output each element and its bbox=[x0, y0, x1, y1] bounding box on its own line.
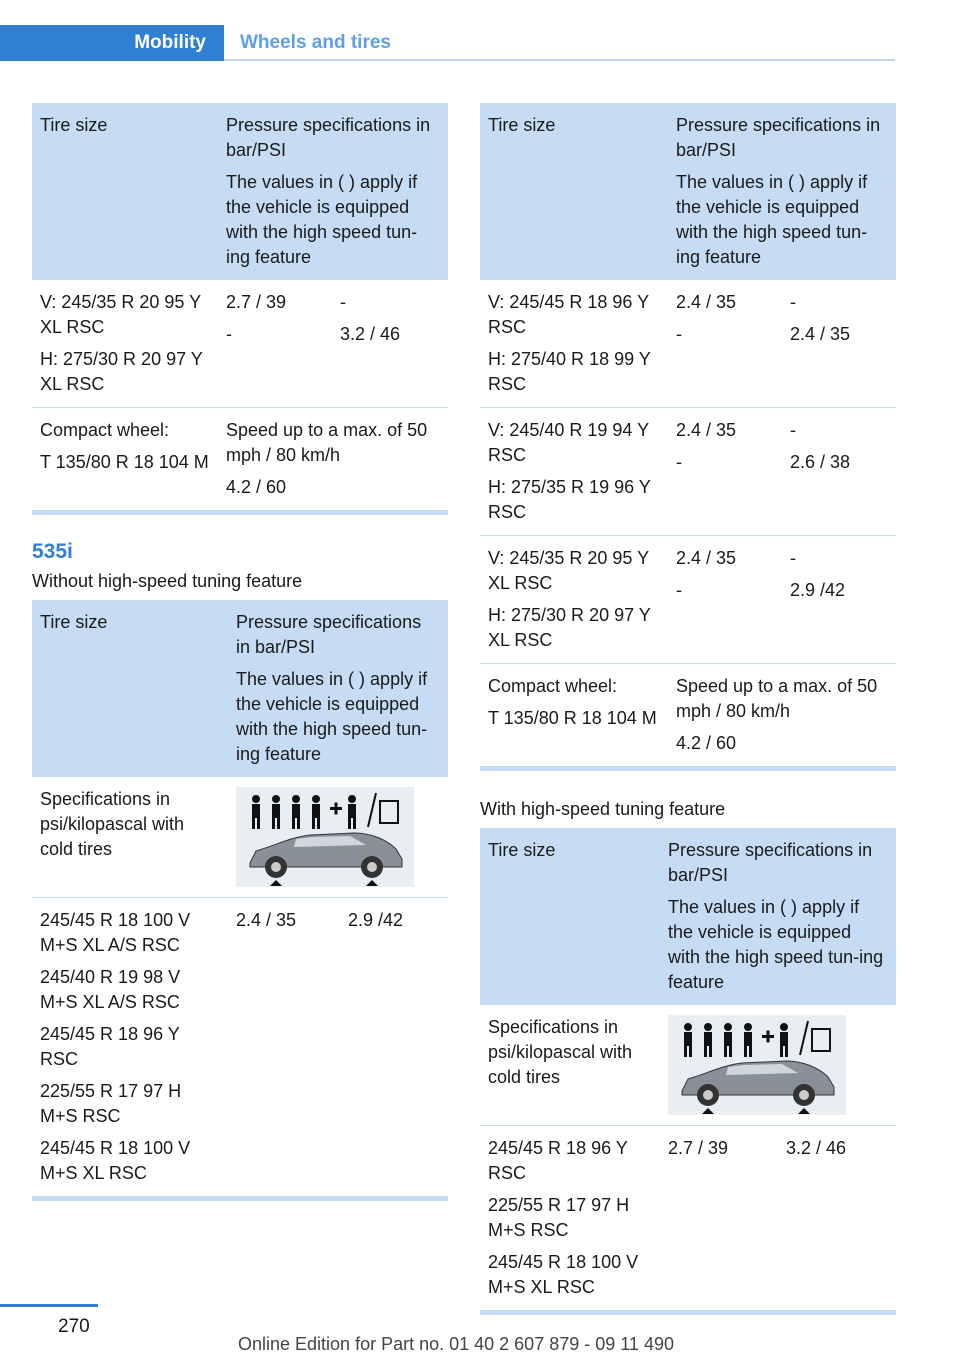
tire-size-front: V: 245/35 R 20 95 Y XL RSC bbox=[40, 292, 201, 337]
tire-size: 245/45 R 18 96 Y RSC bbox=[40, 1024, 180, 1069]
left-column bbox=[32, 103, 448, 1201]
tire-size-rear: H: 275/40 R 18 99 Y RSC bbox=[488, 349, 651, 394]
pressure-value: 3.2 / 46 bbox=[340, 324, 401, 344]
load-diagram-icon bbox=[668, 1015, 846, 1115]
model-title: 535i bbox=[32, 540, 73, 563]
compact-size: T 135/80 R 18 104 M bbox=[488, 708, 657, 728]
footer-edition: Online Edition for Part no. 01 40 2 607 879 - 09 11 490 bbox=[238, 1334, 674, 1354]
th-tire-size: Tire size bbox=[32, 600, 228, 777]
table-row bbox=[480, 664, 896, 767]
section-tab: Mobility bbox=[0, 25, 224, 61]
spec-label: Specifications in psi/kilopascal with cold tires bbox=[32, 777, 228, 898]
pressure-value: - bbox=[790, 292, 796, 312]
subheading-without-tuning: Without high-speed tuning feature bbox=[32, 571, 303, 591]
table-header-row bbox=[480, 828, 896, 1005]
tire-size-rear: H: 275/35 R 19 96 Y RSC bbox=[488, 477, 651, 522]
tire-size-front: V: 245/40 R 19 94 Y RSC bbox=[488, 420, 649, 465]
chapter-title: Wheels and tires bbox=[240, 32, 391, 53]
pressure-value: 2.7 / 39 bbox=[226, 292, 287, 312]
tire-size: 225/55 R 17 97 H M+S RSC bbox=[40, 1081, 182, 1126]
tire-size: 245/45 R 18 100 V M+S XL RSC bbox=[40, 1138, 191, 1183]
pressure-value: 2.7 / 39 bbox=[668, 1138, 729, 1158]
table-row bbox=[32, 408, 448, 511]
page-header bbox=[0, 25, 895, 61]
load-diagram-icon bbox=[236, 787, 414, 887]
compact-label: Compact wheel: bbox=[488, 676, 618, 696]
th-tire-size: Tire size bbox=[480, 103, 668, 280]
pressure-value: 2.4 / 35 bbox=[676, 548, 737, 568]
tire-size: 245/45 R 18 100 V M+S XL A/S RSC bbox=[40, 910, 191, 955]
table-row bbox=[480, 280, 896, 408]
pressure-value: - bbox=[226, 324, 232, 344]
th-pressure: Pressure specifications in bar/PSI The values in ( ) apply if the vehicle is equipped with the high speed tun-ing feature bbox=[218, 103, 448, 280]
tire-table-4 bbox=[480, 828, 896, 1315]
table-header-row bbox=[32, 600, 448, 777]
pressure-value: - bbox=[676, 324, 682, 344]
spec-label: Specifications in psi/kilopascal with cold tires bbox=[480, 1005, 660, 1126]
th-pressure: Pressure specifications in bar/PSI The values in ( ) apply if the vehicle is equipped with the high speed tun-ing feature bbox=[668, 103, 896, 280]
pressure-value: 2.4 / 35 bbox=[790, 324, 851, 344]
pressure-value: - bbox=[676, 452, 682, 472]
pressure-value: 2.4 / 35 bbox=[236, 910, 297, 930]
th-tire-size: Tire size bbox=[32, 103, 218, 280]
speed-limit: Speed up to a max. of 50 mph / 80 km/h bbox=[676, 676, 878, 721]
compact-label: Compact wheel: bbox=[40, 420, 170, 440]
compact-pressure: 4.2 / 60 bbox=[676, 733, 737, 753]
pressure-value: 2.4 / 35 bbox=[676, 420, 737, 440]
table-row bbox=[480, 408, 896, 536]
speed-limit: Speed up to a max. of 50 mph / 80 km/h bbox=[226, 420, 428, 465]
compact-size: T 135/80 R 18 104 M bbox=[40, 452, 209, 472]
page-number-rule bbox=[0, 1304, 98, 1307]
pressure-value: 2.6 / 38 bbox=[790, 452, 851, 472]
tire-size: 245/40 R 19 98 V M+S XL A/S RSC bbox=[40, 967, 181, 1012]
tire-size: 225/55 R 17 97 H M+S RSC bbox=[488, 1195, 630, 1240]
compact-pressure: 4.2 / 60 bbox=[226, 477, 287, 497]
tire-table-3 bbox=[480, 103, 896, 771]
pressure-value: 3.2 / 46 bbox=[786, 1138, 847, 1158]
tire-size: 245/45 R 18 100 V M+S XL RSC bbox=[488, 1252, 639, 1297]
tire-size-front: V: 245/35 R 20 95 Y XL RSC bbox=[488, 548, 649, 593]
tire-size-front: V: 245/45 R 18 96 Y RSC bbox=[488, 292, 649, 337]
pressure-value: - bbox=[340, 292, 346, 312]
pressure-value: - bbox=[676, 580, 682, 600]
tire-table-1 bbox=[32, 103, 448, 515]
pressure-value: - bbox=[790, 548, 796, 568]
pressure-value: 2.9 /42 bbox=[790, 580, 846, 600]
tire-size-rear: H: 275/30 R 20 97 Y XL RSC bbox=[40, 349, 203, 394]
th-tire-size: Tire size bbox=[480, 828, 660, 1005]
table-header-row bbox=[32, 103, 448, 280]
table-row bbox=[480, 1126, 896, 1311]
table-row bbox=[480, 1005, 896, 1126]
pressure-value: - bbox=[790, 420, 796, 440]
right-column bbox=[480, 103, 896, 1315]
th-pressure: Pressure specifications in bar/PSI The values in ( ) apply if the vehicle is equipped with the high speed tun-ing feature bbox=[228, 600, 448, 777]
header-rule bbox=[224, 59, 895, 61]
tire-size: 245/45 R 18 96 Y RSC bbox=[488, 1138, 628, 1183]
page-number: 270 bbox=[58, 1316, 90, 1337]
table-row bbox=[32, 898, 448, 1197]
table-header-row bbox=[480, 103, 896, 280]
table-row bbox=[32, 280, 448, 408]
table-row bbox=[32, 777, 448, 898]
pressure-value: 2.4 / 35 bbox=[676, 292, 737, 312]
th-pressure: Pressure specifications in bar/PSI The values in ( ) apply if the vehicle is equipped with the high speed tun-ing feature bbox=[660, 828, 896, 1005]
tire-table-2 bbox=[32, 600, 448, 1201]
pressure-value: 2.9 /42 bbox=[348, 910, 404, 930]
subheading-with-tuning: With high-speed tuning feature bbox=[480, 799, 726, 819]
tire-size-rear: H: 275/30 R 20 97 Y XL RSC bbox=[488, 605, 651, 650]
table-row bbox=[480, 536, 896, 664]
